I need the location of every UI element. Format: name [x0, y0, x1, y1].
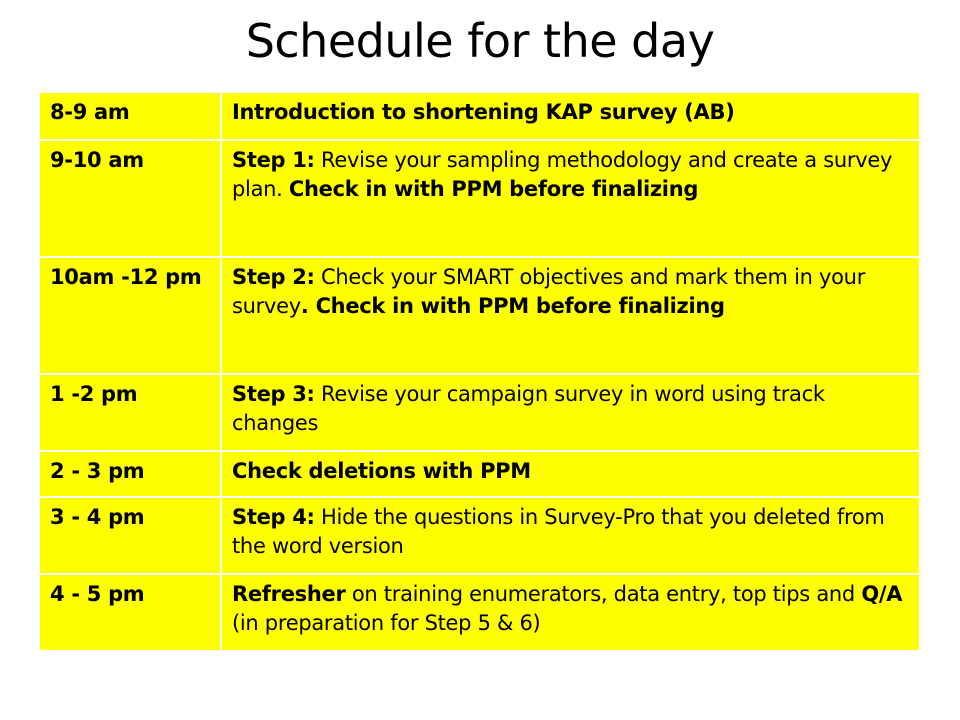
time-cell: 2 - 3 pm [40, 451, 221, 497]
slide-title: Schedule for the day [245, 14, 715, 68]
activity-cell [221, 497, 919, 574]
activity-cell [221, 574, 919, 650]
schedule-row [40, 93, 919, 140]
activity-text-bold: Introduction to shortening KAP survey (AB) [232, 100, 735, 124]
activity-cell [221, 451, 919, 497]
activity-text: (in preparation for Step 5 & 6) [232, 611, 541, 635]
time-cell: 10am -12 pm [40, 257, 221, 374]
schedule-row [40, 374, 919, 451]
activity-text: Revise your sampling methodology and create a survey plan. [232, 148, 893, 201]
schedule-row [40, 140, 919, 257]
activity-text-bold: . Check in with PPM before finalizing [300, 294, 725, 318]
activity-cell [221, 93, 919, 140]
time-cell: 9-10 am [40, 140, 221, 257]
activity-text-bold: Check deletions with PPM [232, 459, 531, 483]
activity-text-bold: Refresher [232, 582, 346, 606]
schedule-row [40, 574, 919, 650]
time-cell: 1 -2 pm [40, 374, 221, 451]
schedule-table [40, 93, 919, 650]
schedule-row [40, 497, 919, 574]
schedule-row [40, 451, 919, 497]
activity-cell [221, 374, 919, 451]
activity-text-bold: Step 3: [232, 382, 315, 406]
activity-text: Revise your campaign survey in word using track changes [232, 382, 825, 435]
activity-text-bold: Step 2: [232, 265, 315, 289]
activity-text-bold: Step 4: [232, 505, 315, 529]
activity-text: Hide the questions in Survey-Pro that you deleted from the word version [232, 505, 885, 558]
schedule-row [40, 257, 919, 374]
activity-cell [221, 140, 919, 257]
activity-text: on training enumerators, data entry, top tips and [345, 582, 862, 606]
activity-text-bold: Q/A [861, 582, 903, 606]
activity-text: Check your SMART objectives and mark them in your survey [232, 265, 866, 318]
activity-cell [221, 257, 919, 374]
activity-text-bold: Step 1: [232, 148, 315, 172]
time-cell: 8-9 am [40, 93, 221, 140]
time-cell: 3 - 4 pm [40, 497, 221, 574]
time-cell: 4 - 5 pm [40, 574, 221, 650]
activity-text-bold: Check in with PPM before finalizing [288, 177, 699, 201]
